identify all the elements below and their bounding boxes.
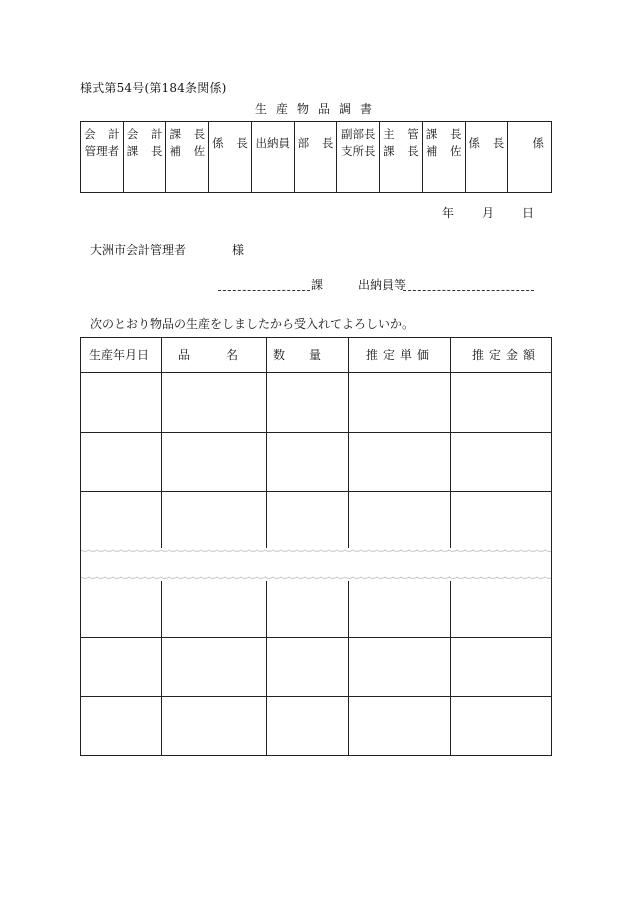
approval-title-part: 佐 [193, 144, 206, 158]
approval-title-part: 補 [425, 144, 438, 158]
approval-title-part: 長 [150, 144, 163, 158]
table-cell[interactable] [82, 638, 161, 696]
document-title: 生産物品調書 [255, 102, 382, 116]
approval-title-part: 長 [321, 136, 334, 150]
column-header: 推定金額 [472, 348, 541, 362]
approval-title-part: 係 [212, 136, 224, 150]
table-cell[interactable] [267, 697, 348, 755]
table-cell[interactable] [451, 492, 551, 548]
approval-title [166, 143, 208, 160]
approval-column[interactable] [295, 122, 338, 192]
approval-title [508, 126, 551, 152]
approval-title-part: 主 [383, 127, 395, 141]
approval-title-part: 管 [407, 127, 419, 141]
table-cell[interactable] [82, 492, 161, 548]
approval-column[interactable] [124, 122, 167, 192]
approval-column[interactable] [252, 122, 295, 192]
intro-text: 次のとおり物品の生産をしましたから受入れてよろしいか。 [90, 317, 415, 331]
date-line [442, 204, 534, 221]
table-cell[interactable] [349, 492, 450, 548]
approval-title [380, 126, 422, 143]
approval-title-part: 補 [169, 144, 181, 158]
table-cell[interactable] [162, 373, 266, 432]
approval-title [81, 143, 123, 160]
approval-title-part: 副部長 [340, 127, 376, 141]
date-day-label: 日 [522, 206, 535, 220]
approval-column[interactable] [423, 122, 466, 192]
approval-title-part: 計 [150, 127, 163, 141]
approval-title-part: 長 [407, 144, 419, 158]
omission-break [81, 548, 551, 581]
approval-title-part: 長 [236, 136, 248, 150]
department-blank[interactable] [218, 290, 310, 291]
table-cell[interactable] [267, 638, 348, 696]
approval-column[interactable] [380, 122, 423, 192]
tear-edge [81, 577, 551, 579]
table-cell[interactable] [267, 492, 348, 548]
approval-title [295, 126, 337, 152]
approval-title-part: 計 [108, 127, 120, 141]
table-cell[interactable] [451, 433, 551, 491]
table-cell[interactable] [267, 433, 348, 491]
date-year-label: 年 [442, 206, 455, 220]
table-cell[interactable] [451, 582, 551, 637]
table-cell[interactable] [451, 697, 551, 755]
honorific: 様 [232, 243, 245, 257]
approval-title [337, 126, 379, 143]
approval-title-part: 部 [297, 136, 310, 150]
approval-column[interactable] [81, 122, 124, 192]
approval-title [124, 126, 166, 143]
cashier-blank[interactable] [403, 290, 534, 291]
approval-stamp-table [80, 121, 552, 193]
table-cell[interactable] [451, 373, 551, 432]
department-suffix: 課 [311, 278, 324, 292]
approval-title-part: 課 [169, 127, 181, 141]
table-cell[interactable] [162, 638, 266, 696]
approval-title [466, 126, 508, 152]
approval-title-part: 佐 [450, 144, 462, 158]
approval-column[interactable] [508, 122, 551, 192]
table-cell[interactable] [162, 582, 266, 637]
table-cell[interactable] [162, 433, 266, 491]
approval-title-part: 長 [492, 136, 505, 150]
approval-column[interactable] [337, 122, 380, 192]
approval-title-part: 係 [532, 136, 544, 150]
column-header: 品 名 [178, 348, 239, 362]
table-cell[interactable] [349, 697, 450, 755]
table-cell[interactable] [349, 373, 450, 432]
approval-column[interactable] [209, 122, 252, 192]
approval-column[interactable] [466, 122, 509, 192]
table-cell[interactable] [267, 373, 348, 432]
table-cell[interactable] [162, 697, 266, 755]
tear-edge [81, 550, 551, 552]
approval-title-part: 課 [126, 144, 139, 158]
column-header: 推定単価 [366, 348, 435, 362]
approval-column[interactable] [166, 122, 209, 192]
table-cell[interactable] [82, 373, 161, 432]
addressee: 大洲市会計管理者 [90, 243, 187, 257]
cashier-label: 出納員等 [358, 278, 407, 292]
table-cell[interactable] [82, 697, 161, 755]
date-month-label: 月 [482, 206, 495, 220]
approval-title-part: 課 [383, 144, 395, 158]
approval-title-part: 出納員 [255, 136, 291, 150]
table-cell[interactable] [82, 582, 161, 637]
column-header: 数 量 [273, 348, 322, 362]
table-cell[interactable] [82, 433, 161, 491]
table-cell[interactable] [349, 433, 450, 491]
table-cell[interactable] [451, 638, 551, 696]
approval-title-part: 会 [84, 127, 96, 141]
form-number: 様式第54号(第184条関係) [80, 81, 227, 95]
approval-title [166, 126, 208, 143]
goods-table [80, 337, 552, 756]
table-cell[interactable] [267, 582, 348, 637]
approval-title [337, 143, 379, 160]
approval-title [380, 143, 422, 160]
approval-title-part: 管理者 [84, 144, 120, 158]
approval-title-part: 係 [468, 136, 481, 150]
table-cell[interactable] [349, 638, 450, 696]
approval-title [81, 126, 123, 143]
approval-title [124, 143, 166, 160]
column-header: 生産年月日 [89, 348, 150, 362]
approval-title-part: 課 [425, 127, 438, 141]
approval-title [252, 126, 294, 152]
approval-title [423, 143, 465, 160]
approval-title-part: 長 [193, 127, 206, 141]
approval-title [423, 126, 465, 143]
approval-title-part: 会 [126, 127, 139, 141]
approval-title-part: 長 [450, 127, 462, 141]
approval-title-part: 支所長 [340, 144, 376, 158]
table-cell[interactable] [349, 582, 450, 637]
table-cell[interactable] [162, 492, 266, 548]
department-signature-line [218, 276, 534, 292]
approval-title [209, 126, 251, 152]
